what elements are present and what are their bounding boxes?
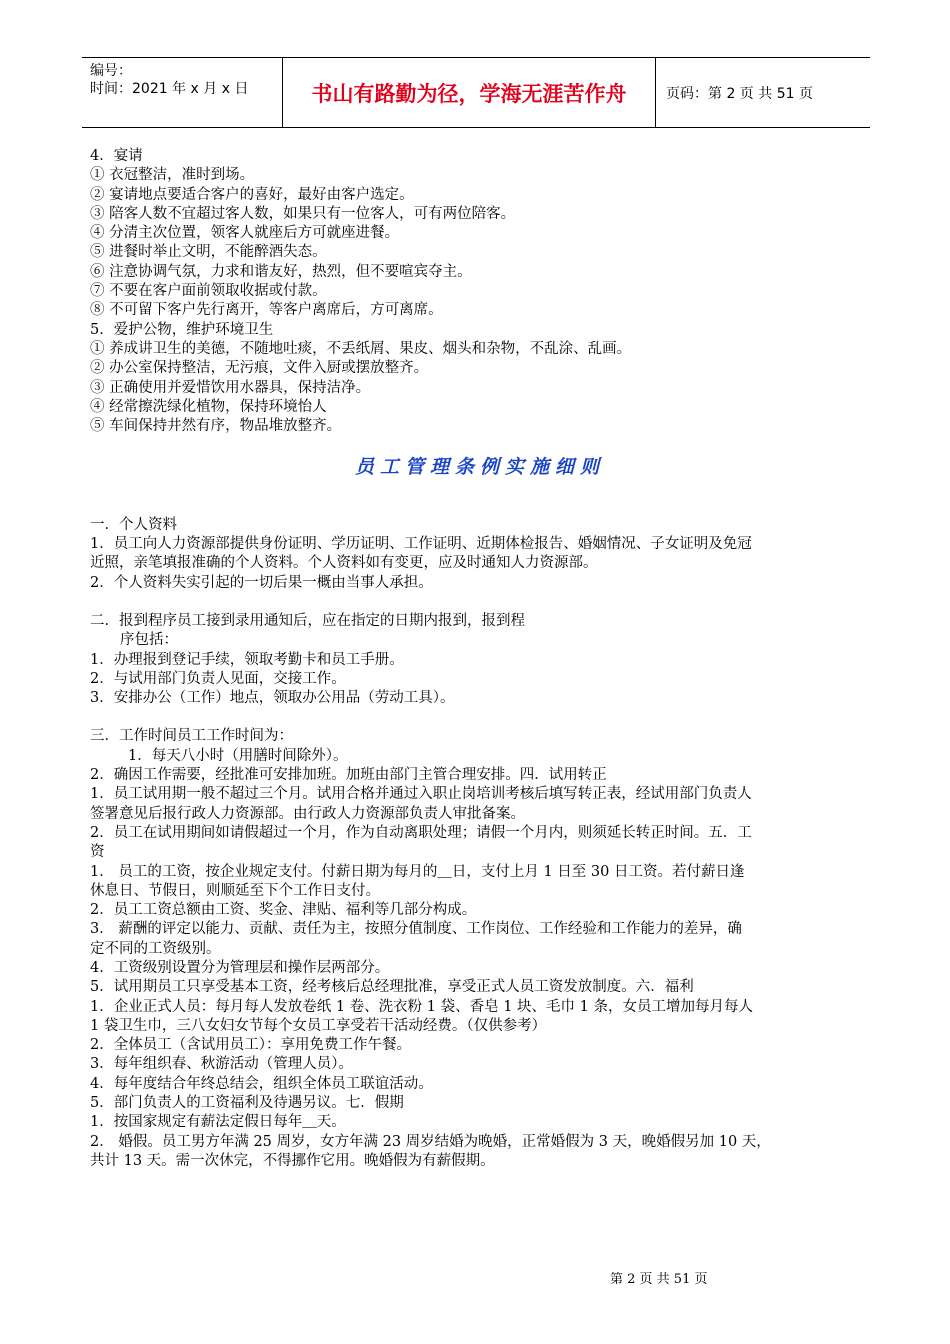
document-title: 员工管理条例实施细则 (354, 456, 605, 479)
part-heading: 一．个人资料 (90, 516, 177, 533)
paragraph-line: 休息日、节假日，则顺延至下个工作日支付。 (90, 882, 380, 899)
time-label: 时间：2021 年 x 月 x 日 (90, 81, 249, 97)
list-item: ⑤ 进餐时举止文明，不能醉酒失态。 (90, 244, 327, 261)
spacer (90, 593, 870, 612)
paragraph-line: 2．确因工作需要，经批准可安排加班。加班由部门主管合理安排。四．试用转正 (90, 767, 607, 784)
header-page-info: 页码：第 2 页 共 51 页 (666, 85, 813, 102)
paragraph-line: 4．工资级别设置分为管理层和操作层两部分。 (90, 959, 390, 976)
header-motto: 书山有路勤为径，学海无涯苦作舟 (282, 58, 656, 127)
paragraph-line: 2． 婚假。员工男方年满 25 周岁，女方年满 23 周岁结婚为晚婚，正常婚假为 3 天，晚婚假另加 10 天， (90, 1133, 771, 1150)
list-item: ③ 陪客人数不宜超过客人数，如果只有一位客人，可有两位陪客。 (90, 205, 516, 222)
paragraph-line: 签署意见后报行政人力资源部。由行政人力资源部负责人审批备案。 (90, 805, 525, 822)
section-heading: 5．爱护公物，维护环境卫生 (90, 321, 274, 338)
page-footer: 第 2 页 共 51 页 (610, 1272, 708, 1287)
paragraph-line: 共计 13 天。需一次休完，不得挪作它用。晚婚假为有薪假期。 (90, 1152, 495, 1169)
list-item: ② 办公室保持整洁，无污痕，文件入厨或摆放整齐。 (90, 360, 429, 377)
part-heading-cont: 序包括： (120, 632, 178, 649)
paragraph-line: 2．员工在试用期间如请假超过一个月，作为自动离职处理；请假一个月内，则须延长转正时间。五．工 (90, 824, 752, 841)
list-item: ④ 分清主次位置，领客人就座后方可就座进餐。 (90, 225, 400, 242)
paragraph-line: 1．员工向人力资源部提供身份证明、学历证明、工作证明、近期体检报告、婚姻情况、子女证明及免冠 (90, 536, 752, 553)
paragraph-line: 4．每年度结合年终总结会，组织全体员工联谊活动。 (90, 1075, 433, 1092)
section-heading: 4．宴请 (90, 148, 143, 164)
document-body (90, 147, 870, 1171)
list-item: ③ 正确使用并爱惜饮用水器具，保持洁净。 (90, 379, 371, 396)
paragraph-line: 1．员工试用期一般不超过三个月。试用合格并通过入职止岗培训考核后填写转正表，经试用部门负责人 (90, 786, 752, 803)
paragraph-line: 1．办理报到登记手续，领取考勤卡和员工手册。 (90, 651, 404, 668)
part-heading: 三．工作时间员工工作时间为： (90, 728, 293, 745)
section5-list (90, 340, 870, 436)
paragraph-line: 3．安排办公（工作）地点，领取办公用品（劳动工具）。 (90, 690, 455, 707)
paragraph-line: 2．个人资料失实引起的一切后果一概由当事人承担。 (90, 574, 433, 591)
paragraph-line: 3．每年组织春、秋游活动（管理人员）。 (90, 1056, 353, 1073)
paragraph-line: 1． 员工的工资，按企业规定支付。付薪日期为每月的＿日，支付上月 1 日至 30 日工资。若付薪日逢 (90, 863, 745, 880)
section4-list (90, 166, 870, 320)
paragraph-line: 定不同的工资级别。 (90, 940, 221, 957)
list-item: ② 宴请地点要适合客户的喜好，最好由客户选定。 (90, 186, 414, 203)
number-label: 编号： (90, 63, 132, 79)
paragraph-line: 1 袋卫生巾，三八女妇女节每个女员工享受若干活动经费。（仅供参考） (90, 1017, 547, 1034)
list-item: ⑧ 不可留下客户先行离开，等客户离席后，方可离席。 (90, 302, 443, 319)
list-item: ④ 经常擦洗绿化植物，保持环境怡人 (90, 398, 327, 415)
paragraph-line: 1．按国家规定有薪法定假日每年＿天。 (90, 1114, 346, 1131)
paragraph-line: 1．企业正式人员：每月每人发放卷纸 1 卷、洗衣粉 1 袋、香皂 1 块、毛巾 1 条，女员工增加每月每人 (90, 998, 753, 1015)
paragraph-line: 资 (90, 844, 105, 861)
paragraph-line: 2．全体员工（含试用员工）：享用免费工作午餐。 (90, 1037, 411, 1054)
spacer (90, 708, 870, 727)
part-heading: 二．报到程序员工接到录用通知后，应在指定的日期内报到，报到程 (90, 612, 525, 629)
list-item: ⑦ 不要在客户面前领取收据或付款。 (90, 283, 327, 300)
header-meta (82, 58, 282, 127)
page-header (82, 57, 870, 128)
paragraph-line: 3． 薪酬的评定以能力、贡献、责任为主，按照分值制度、工作岗位、工作经验和工作能力的差异，确 (90, 921, 742, 938)
list-item: ① 衣冠整洁，准时到场。 (90, 167, 255, 184)
list-item: ① 养成讲卫生的美德，不随地吐痰，不丢纸屑、果皮、烟头和杂物，不乱涂、乱画。 (90, 340, 632, 357)
list-item: ⑥ 注意协调气氛，力求和谐友好，热烈，但不要喧宾夺主。 (90, 263, 472, 280)
paragraph-line: 1．每天八小时（用膳时间除外）。 (128, 747, 348, 764)
paragraph-line: 近照，亲笔填报准确的个人资料。个人资料如有变更，应及时通知人力资源部。 (90, 555, 598, 572)
paragraph-line: 5．部门负责人的工资福利及待遇另议。七．假期 (90, 1095, 404, 1112)
list-item: ⑤ 车间保持井然有序，物品堆放整齐。 (90, 418, 342, 435)
paragraph-line: 2．员工工资总额由工资、奖金、津贴、福利等几部分构成。 (90, 902, 477, 919)
paragraph-line: 2．与试用部门负责人见面，交接工作。 (90, 670, 346, 687)
paragraph-line: 5．试用期员工只享受基本工资，经考核后总经理批准，享受正式人员工资发放制度。六．福利 (90, 979, 694, 996)
